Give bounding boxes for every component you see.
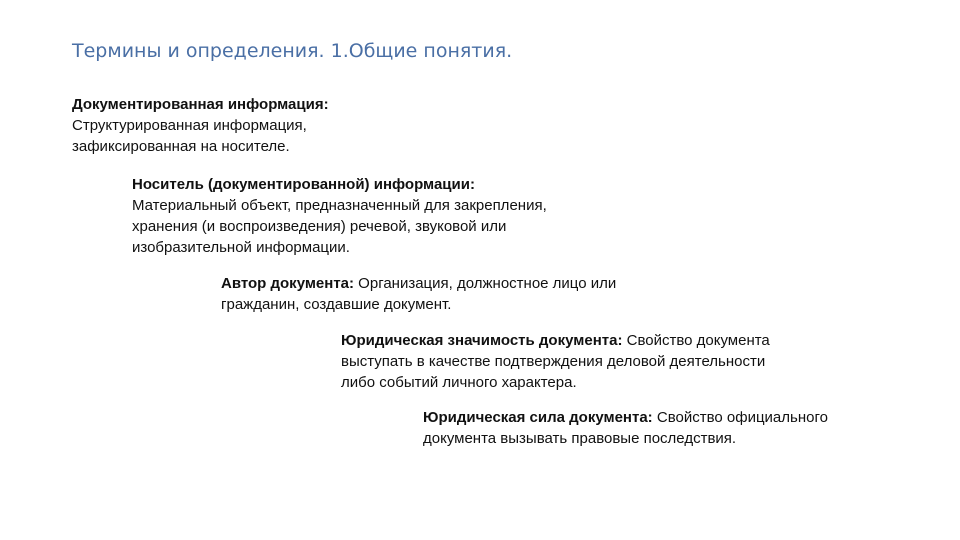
definition-documented-information <box>72 94 329 157</box>
definition-line: хранения (и воспроизведения) речевой, звуковой или <box>132 218 507 235</box>
definition-line: изобразительной информации. <box>132 239 350 256</box>
definition-first-line <box>221 273 616 294</box>
definition-inline-text: Свойство документа <box>622 332 770 349</box>
term-label: Документированная информация: <box>72 96 329 113</box>
definition-legal-significance <box>341 330 770 393</box>
definition-line: либо событий личного характера. <box>341 374 577 391</box>
definition-inline-text: Организация, должностное лицо или <box>354 275 617 292</box>
definition-line: зафиксированная на носителе. <box>72 138 290 155</box>
definition-inline-text: Свойство официального <box>652 409 828 426</box>
definition-line: документа вызывать правовые последствия. <box>423 430 737 447</box>
term-label: Юридическая сила документа: <box>423 409 653 426</box>
term-label: Носитель (документированной) информации: <box>132 176 475 193</box>
definition-document-author <box>221 273 616 315</box>
definition-legal-force <box>423 407 828 449</box>
definition-line: Структурированная информация, <box>72 117 307 134</box>
definition-first-line <box>423 407 828 428</box>
definition-information-carrier <box>132 174 547 258</box>
slide-title: Термины и определения. 1.Общие понятия. <box>72 40 513 62</box>
term-label: Юридическая значимость документа: <box>341 332 623 349</box>
definition-line: гражданин, создавшие документ. <box>221 296 452 313</box>
definition-first-line <box>341 330 770 351</box>
term-label: Автор документа: <box>221 275 355 292</box>
definition-line: выступать в качестве подтверждения деловой деятельности <box>341 353 766 370</box>
definition-line: Материальный объект, предназначенный для закрепления, <box>132 197 547 214</box>
